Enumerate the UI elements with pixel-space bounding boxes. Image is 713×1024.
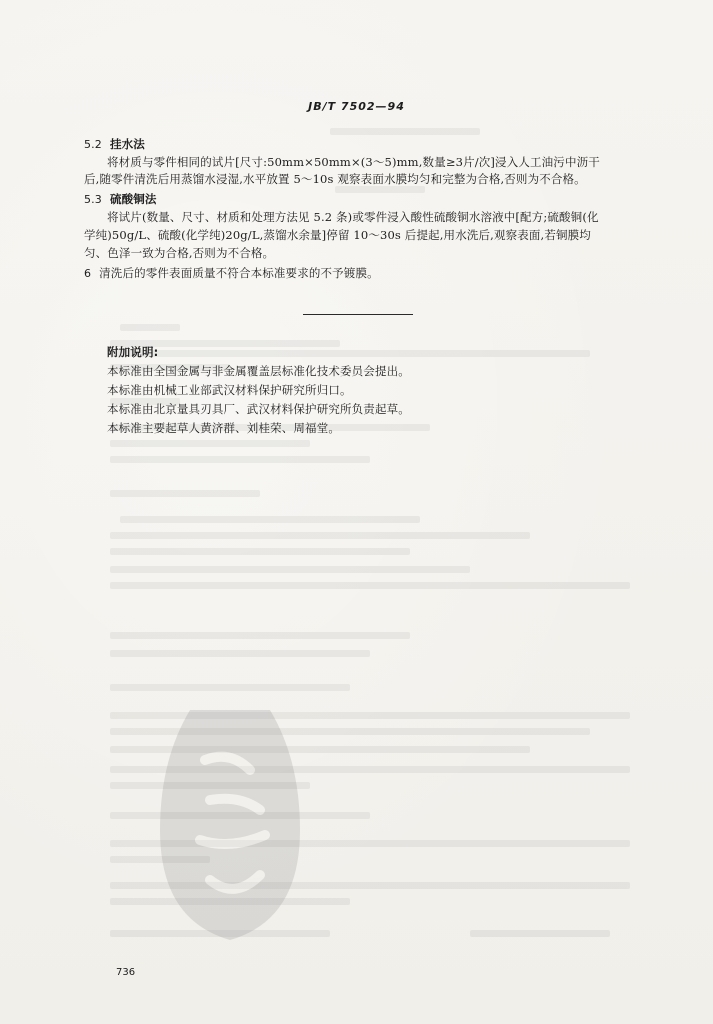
paragraph-line: 将材质与零件相同的试片[尺寸:50mm×50mm×(3～5)mm,数量≥3片/次]浸入人工油污中沥干 [107,155,600,169]
section-6 [84,266,379,281]
paragraph-line: 匀、色泽一致为合格,否则为不合格。 [84,246,275,260]
notes-line: 本标准由北京量具刃具厂、武汉材料保护研究所负责起草。 [107,402,410,416]
standard-code-header: JB/T 7502—94 [308,100,405,113]
section-title: 硫酸铜法 [109,192,157,206]
page-number: 736 [116,967,136,978]
section-number: 6 [84,267,92,280]
notes-line: 本标准主要起草人黄济群、刘桂荣、周福堂。 [107,421,340,435]
paragraph-line: 后,随零件清洗后用蒸馏水浸湿,水平放置 5～10s 观察表面水膜均匀和完整为合格,否则为不合格。 [84,172,586,186]
section-text: 清洗后的零件表面质量不符合本标准要求的不予镀膜。 [99,266,379,280]
notes-line: 本标准由全国金属与非金属覆盖层标准化技术委员会提出。 [107,364,410,378]
section-5-3-heading [84,192,157,207]
paragraph-line: 学纯)50g/L、硫酸(化学纯)20g/L,蒸馏水余量]停留 10～30s 后提起,用水洗后,观察表面,若铜膜均 [84,228,591,242]
section-5-2-heading [84,137,145,152]
section-title: 挂水法 [109,137,145,151]
section-number: 5.3 [84,193,102,206]
notes-title: 附加说明: [107,345,159,359]
notes-line: 本标准由机械工业部武汉材料保护研究所归口。 [107,383,352,397]
watermark-seal-icon [150,700,310,950]
divider-rule [303,314,413,315]
section-number: 5.2 [84,138,102,151]
paragraph-line: 将试片(数量、尺寸、材质和处理方法见 5.2 条)或零件浸入酸性硫酸铜水溶液中[配方;硫酸铜(化 [107,210,599,224]
